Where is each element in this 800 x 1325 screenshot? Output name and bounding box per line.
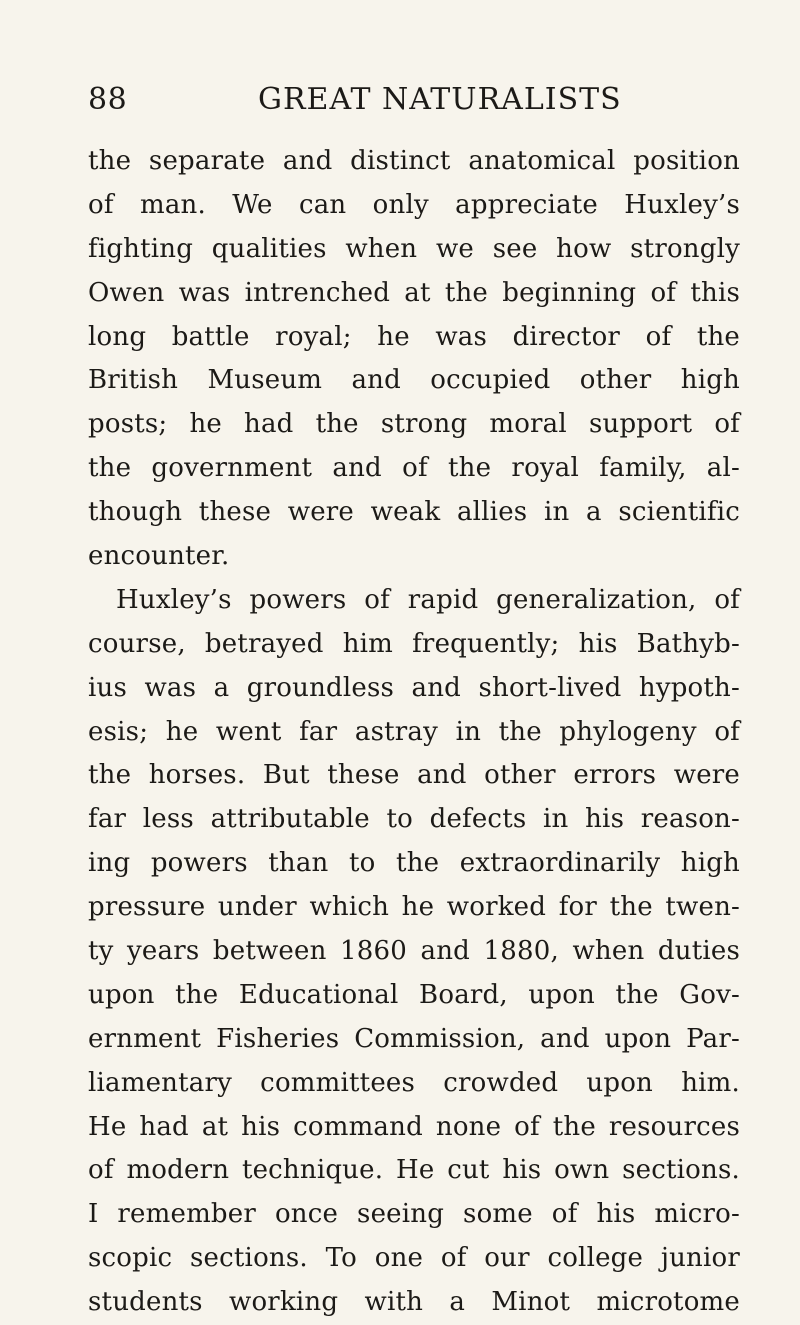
text-line: pressure under which he worked for the twen- — [88, 892, 740, 923]
text-line: of man. We can only appreciate Huxley’s — [88, 189, 740, 220]
running-head — [88, 80, 740, 120]
text-line: encounter. — [88, 541, 230, 572]
text-line: posts; he had the strong moral support of — [88, 409, 740, 440]
running-title: GREAT NATURALISTS — [258, 82, 622, 117]
text-line: liamentary committees crowded upon him. — [88, 1067, 740, 1098]
text-line: ing powers than to the extraordinarily high — [88, 848, 740, 879]
text-line: of modern technique. He cut his own sections. — [88, 1155, 740, 1186]
text-line: upon the Educational Board, upon the Gov- — [88, 979, 740, 1010]
text-line: course, betrayed him frequently; his Bathyb- — [88, 628, 740, 659]
text-line: ty years between 1860 and 1880, when duties — [88, 936, 740, 967]
text-line: fighting qualities when we see how strongly — [88, 233, 740, 264]
text-line: the separate and distinct anatomical position — [88, 146, 740, 176]
text-line: I remember once seeing some of his micro- — [88, 1199, 740, 1230]
text-line: Owen was intrenched at the beginning of this — [88, 277, 740, 308]
body-text — [88, 140, 740, 1325]
text-line: far less attributable to defects in his reason- — [88, 804, 740, 835]
page-number: 88 — [88, 82, 128, 117]
text-line: students working with a Minot microtome — [88, 1287, 740, 1318]
text-line: He had at his command none of the resources — [88, 1111, 740, 1142]
text-line: though these were weak allies in a scientific — [88, 497, 740, 528]
text-line: Huxley’s powers of rapid generalization, of — [116, 584, 740, 615]
text-line: the horses. But these and other errors were — [88, 760, 740, 791]
text-line: long battle royal; he was director of the — [88, 321, 740, 352]
text-line: ius was a groundless and short-lived hypoth- — [88, 672, 740, 703]
text-line: British Museum and occupied other high — [88, 365, 740, 396]
text-line: scopic sections. To one of our college junior — [88, 1243, 740, 1274]
text-line: ernment Fisheries Commission, and upon Par- — [88, 1023, 740, 1054]
text-line: the government and of the royal family, al- — [88, 453, 740, 484]
text-line: esis; he went far astray in the phylogeny of — [88, 716, 740, 747]
